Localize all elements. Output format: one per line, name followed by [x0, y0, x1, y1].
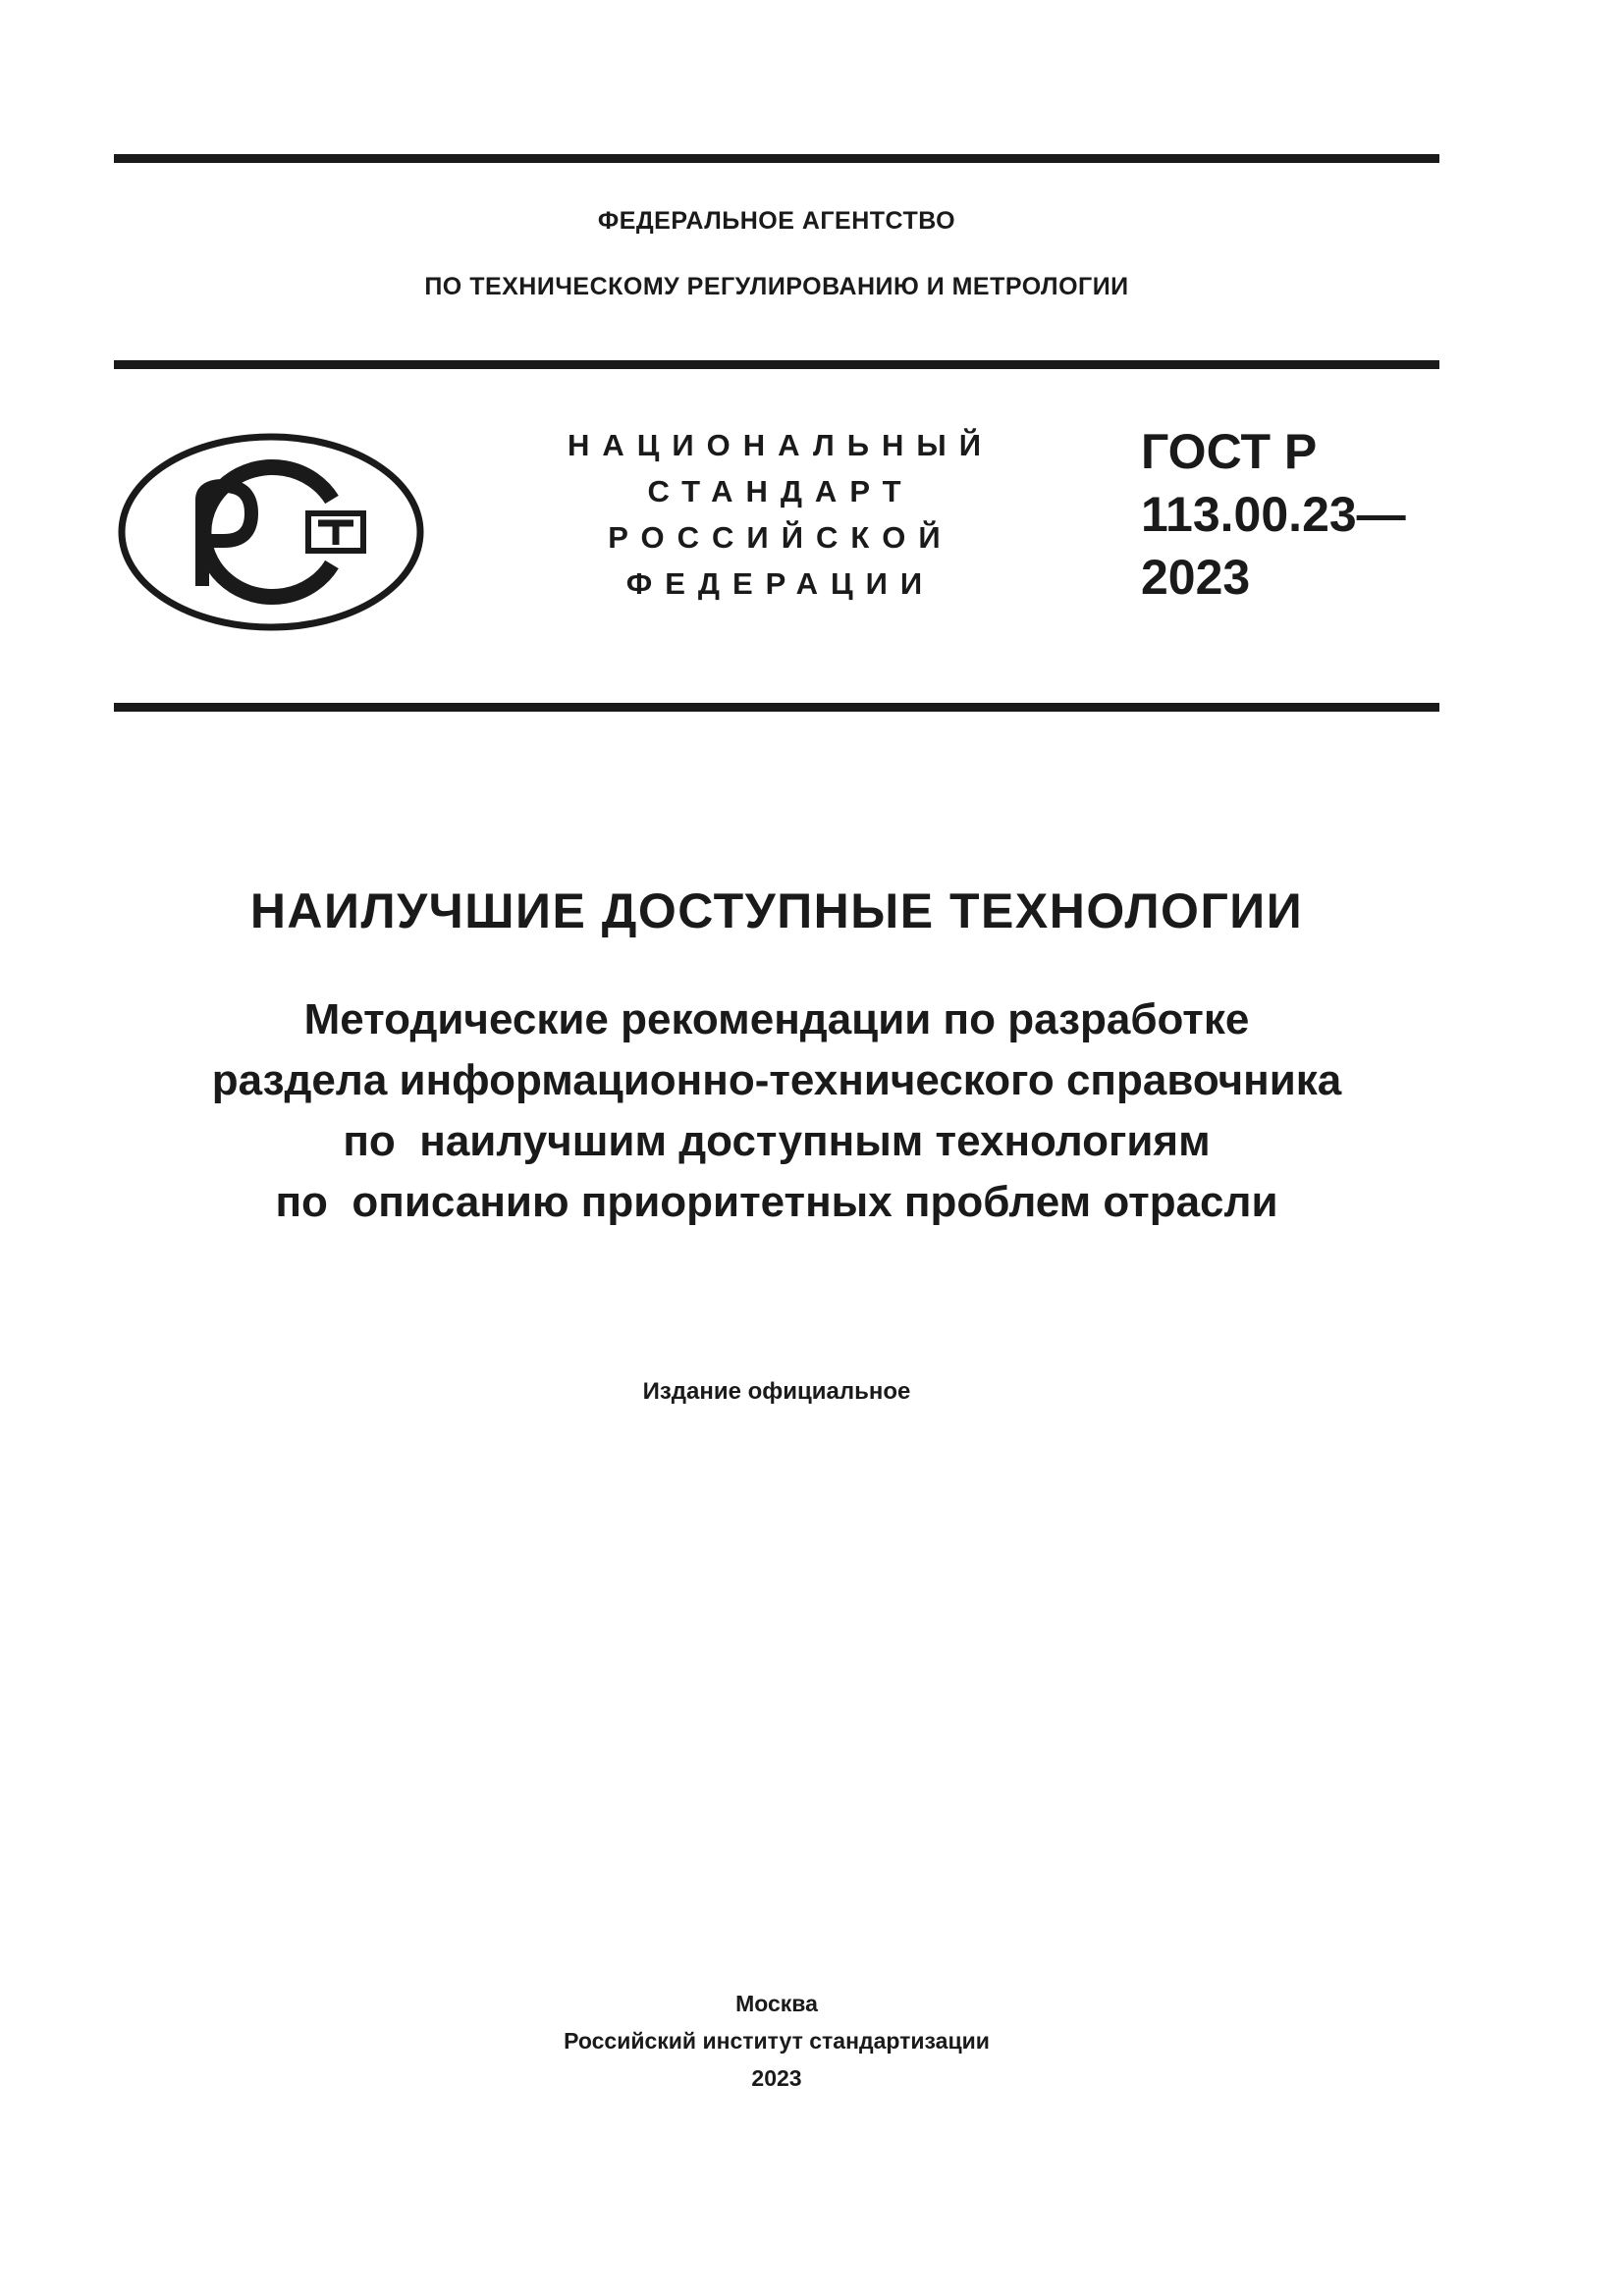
designation-line: 2023 [1141, 550, 1251, 605]
national-standard-line: РОССИЙСКОЙ [608, 520, 953, 555]
subtitle-line: раздела информационно-технического справочника [211, 1056, 1342, 1104]
imprint-city: Москва [735, 1991, 818, 2016]
document-title: НАИЛУЧШИЕ ДОСТУПНЫЕ ТЕХНОЛОГИИ [249, 883, 1304, 938]
subtitle-line: по наилучшим доступным технологиям [343, 1117, 1211, 1165]
document-subtitle [114, 989, 1439, 1233]
national-standard-block [550, 422, 1011, 607]
national-standard-line: СТАНДАРТ [647, 474, 914, 508]
subtitle-line: Методические рекомендации по разработке [303, 995, 1250, 1043]
national-standard-line: ФЕДЕРАЦИИ [625, 566, 936, 601]
subtitle-line: по описанию приоритетных проблем отрасли [275, 1178, 1278, 1226]
agency-name-line-2: ПО ТЕХНИЧЕСКОМУ РЕГУЛИРОВАНИЮ И МЕТРОЛОГИИ [424, 273, 1129, 300]
imprint-publisher: Российский институт стандартизации [564, 2028, 990, 2054]
standard-designation [1141, 420, 1435, 609]
imprint-year: 2023 [751, 2065, 802, 2091]
designation-line: ГОСТ Р [1141, 424, 1318, 479]
header-rule [114, 360, 1439, 369]
top-rule [114, 154, 1439, 163]
edition-note: Издание официальное [642, 1378, 911, 1405]
gost-r-certification-mark-icon [114, 429, 428, 635]
national-standard-line: НАЦИОНАЛЬНЫЙ [567, 428, 995, 462]
imprint-block [114, 1985, 1439, 2097]
designation-line: 113.00.23— [1141, 487, 1406, 542]
designation-rule [114, 703, 1439, 712]
agency-name-line-1: ФЕДЕРАЛЬНОЕ АГЕНТСТВО [597, 207, 956, 235]
